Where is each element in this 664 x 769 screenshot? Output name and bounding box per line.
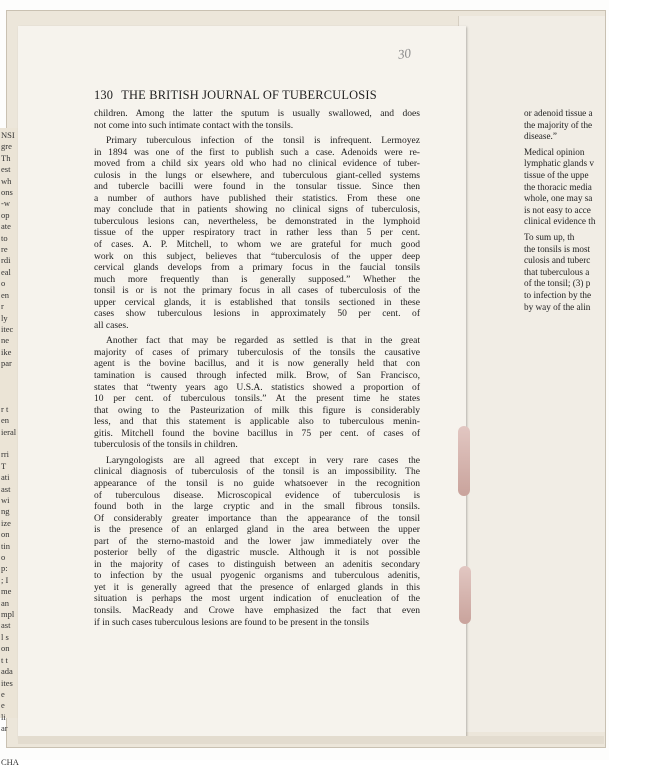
left-page-line: CHA: [1, 757, 19, 768]
left-page-line: l s: [1, 631, 9, 642]
text-line: work on this subject, believes that “tuberculosis of the upper deep: [94, 250, 420, 262]
text-line: culosis in the lungs or elsewhere, and tuberculous giant-celled systems: [94, 169, 420, 181]
paragraph: [94, 335, 420, 450]
bottom-edge: [18, 736, 604, 744]
main-page: [18, 26, 466, 738]
left-page-line: op: [1, 209, 10, 220]
text-line: that owing to the Pasteurization of milk this figure is considerably: [94, 404, 420, 416]
text-line: a number of authors have published their statistics. From these one: [94, 192, 420, 204]
text-line: tamination is caused through infected milk. Brow, of San Francisco,: [94, 370, 420, 382]
text-line: children. Among the latter the sputum is usually swallowed, and does: [94, 108, 420, 119]
left-page-line: en: [1, 415, 10, 426]
left-page-line: ng: [1, 506, 10, 517]
left-page-line: [1, 735, 19, 746]
left-page-line: ly: [1, 312, 8, 323]
left-page-line: [1, 746, 19, 757]
right-page-line: or adenoid tissue a: [524, 108, 593, 118]
page-number: 130: [94, 88, 114, 102]
left-page-line: me: [1, 586, 12, 597]
left-page-line: o: [1, 552, 6, 563]
text-line: may conclude that in patients showing no clinical signs of tuberculosis,: [94, 204, 420, 216]
text-line: Laryngologists are all agreed that except in very rare cases the: [106, 454, 420, 466]
right-page-line: culosis and tuberc: [524, 255, 591, 266]
text-line: much more frequently than is generally supposed.” Whether the: [94, 273, 420, 285]
text-line: clinical diagnosis of tuberculosis of the tonsil is an impossibility. The: [94, 466, 420, 478]
right-page-line: tissue of the uppe: [524, 169, 589, 180]
tape-stain: [458, 426, 470, 496]
right-page-line: the thoracic media: [524, 181, 592, 192]
left-page-line: wh: [1, 175, 12, 186]
right-page-line: the tonsils is most: [524, 243, 591, 254]
text-line: agent is the bovine bacillus, and it is now generally held that con: [94, 358, 420, 370]
left-page-line: T: [1, 460, 7, 471]
journal-title: THE BRITISH JOURNAL OF TUBERCULOSIS: [121, 88, 377, 102]
right-page-line: is not easy to acce: [524, 204, 591, 215]
text-line: yet it is generally agreed that the presence of enlarged glands in this: [94, 581, 420, 593]
left-page-line: wi: [1, 495, 10, 505]
text-line: less, and that this statement is applicable also to tuberculous menin-: [94, 416, 420, 428]
left-page-line: ; I: [1, 574, 9, 585]
left-page-text: [1, 130, 19, 769]
left-page-line: itec: [1, 323, 14, 334]
right-page-line: lymphatic glands v: [524, 158, 594, 169]
right-page-line: the majority of the: [524, 119, 593, 130]
text-line: not come into such intimate contact with the tonsils.: [94, 119, 294, 131]
left-page-line: mpl: [1, 609, 15, 620]
left-page-line: eal: [1, 266, 11, 277]
right-page-line: whole, one may sa: [524, 193, 593, 204]
left-page-line: p:: [1, 563, 8, 574]
text-line: Primary tuberculous infection of the tonsil is infrequent. Lermoyez: [106, 135, 420, 147]
text-line: and tubercle bacilli were found in the tonsular tissue. Since then: [94, 181, 420, 193]
left-page-line: ati: [1, 472, 10, 483]
right-page: [458, 16, 605, 732]
left-page-line: ieral: [1, 426, 17, 437]
left-page-line: en: [1, 289, 10, 300]
right-page-line: To sum up, th: [524, 231, 575, 242]
paragraph: [94, 108, 420, 131]
left-page-line: ar: [1, 723, 8, 734]
left-page-line: t t: [1, 654, 8, 665]
text-line: majority of cases of primary tuberculosis of the tonsils the causative: [94, 346, 420, 358]
right-page-line: to infection by the: [524, 289, 592, 300]
left-page-line: Th: [1, 152, 11, 163]
left-page-line: ast: [1, 620, 11, 631]
left-page-line: [1, 392, 19, 403]
text-line: Another fact that may be regarded as settled is that in the great: [106, 335, 420, 347]
left-page-line: ike: [1, 346, 12, 357]
right-page-line: disease.”: [524, 131, 557, 142]
left-page-line: an: [1, 597, 10, 608]
left-page-line: r: [1, 301, 4, 312]
text-line: tissue of the upper respiratory tract in rather less than 5 per cent.: [94, 227, 420, 239]
text-line: of cases. A. P. Mitchell, to whom we are grateful for much good: [94, 239, 420, 251]
left-page-line: NSI: [1, 130, 15, 140]
pencil-annotation: 30: [396, 45, 412, 62]
text-line: cervical glands develops from a primary focus in the faucial tonsils: [94, 262, 420, 274]
left-page-line: est: [1, 164, 11, 175]
text-line: is the presence of an enlarged gland in the area between the upper: [94, 524, 420, 536]
text-line: cases show tuberculous lesions in approximately 50 per cent. of: [94, 308, 420, 320]
text-line: tuberculosis of the tonsils in children.: [94, 439, 238, 451]
text-line: appearance of the tonsil is no guide whatsoever in the recognition: [94, 477, 420, 489]
left-page-line: rri: [1, 449, 10, 460]
text-line: in 1894 was one of the first to publish such a case. Adenoids were re-: [94, 146, 420, 158]
left-page-line: r t: [1, 403, 9, 414]
left-page-line: e: [1, 700, 5, 711]
left-page-line: ites: [1, 677, 13, 688]
left-page-line: o: [1, 278, 6, 289]
text-line: tuberculous lesions can, nevertheless, be demonstrated in the lymphoid: [94, 215, 420, 227]
right-page-line: of the tonsil; (3) p: [524, 278, 591, 289]
left-page-line: [1, 381, 19, 392]
text-line: situation is perhaps the most urgent indication of enucleation of the: [94, 593, 420, 605]
left-page-line: -w: [1, 198, 10, 209]
paragraph: [94, 135, 420, 331]
left-page-line: [1, 438, 19, 449]
left-page-line: re: [1, 244, 8, 255]
text-line: gitis. Mitchell found the bovine bacillus in 75 per cent. of cases of: [94, 427, 420, 439]
left-page-line: ada: [1, 666, 13, 677]
text-line: in the majority of cases to distinguish between an adenitis secondary: [94, 558, 420, 570]
text-line: to infection by the usual pyogenic organisms and tuberculous adenitis,: [94, 570, 420, 582]
left-page-line: ate: [1, 221, 11, 232]
text-line: Of considerably greater importance than the appearance of the tonsil: [94, 512, 420, 524]
article-body: [94, 108, 420, 628]
right-page-line: Medical opinion: [524, 146, 585, 157]
running-head: [94, 88, 377, 103]
text-line: all cases.: [94, 319, 129, 331]
text-line: 10 per cent. of tuberculous tonsils.” At the present time he states: [94, 393, 420, 405]
left-page-line: to: [1, 232, 8, 243]
left-page-line: [1, 370, 19, 381]
left-page-line: ne: [1, 335, 10, 346]
text-line: if in such cases tuberculous lesions are found to be present in the tonsils: [94, 616, 369, 628]
left-page-line: gre: [1, 141, 12, 152]
left-page-line: e: [1, 688, 5, 699]
text-line: tonsil is or is not the primary focus in all cases of tuberculosis of the: [94, 285, 420, 297]
right-page-line: clinical evidence th: [524, 216, 596, 227]
text-line: posterior belly of the digastric muscle. Although it is not possible: [94, 547, 420, 559]
tape-stain: [459, 566, 471, 624]
right-page-text: [524, 108, 664, 313]
left-page-line: par: [1, 358, 12, 369]
left-page-line: on: [1, 643, 10, 654]
text-line: moved from a child six years old who had no clinical evidence of tuber-: [94, 158, 420, 170]
left-page-line: ast: [1, 483, 11, 494]
left-page-line: tin: [1, 540, 10, 551]
text-line: of tuberculous disease. Microscopical evidence of tuberculosis is: [94, 489, 420, 501]
paragraph: [94, 455, 420, 628]
left-page-line: li: [1, 711, 6, 722]
text-line: upper cervical glands, it is established that tonsils sectioned in these: [94, 296, 420, 308]
text-line: found both in the large cryptic and in the small fibrous tonsils.: [94, 501, 420, 513]
left-page-line: ize: [1, 517, 11, 528]
text-line: states that “twenty years ago U.S.A. statistics showed a proportion of: [94, 381, 420, 393]
left-page-line: on: [1, 529, 10, 540]
right-page-line: by way of the alin: [524, 301, 591, 312]
right-page-line: that tuberculous a: [524, 266, 590, 277]
left-page-line: rdi: [1, 255, 11, 266]
text-line: tonsils. MacReady and Crowe have emphasized the fact that even: [94, 604, 420, 616]
left-page-line: ons: [1, 187, 13, 198]
text-line: part of the sterno-mastoid and the lower jaw immediately over the: [94, 535, 420, 547]
